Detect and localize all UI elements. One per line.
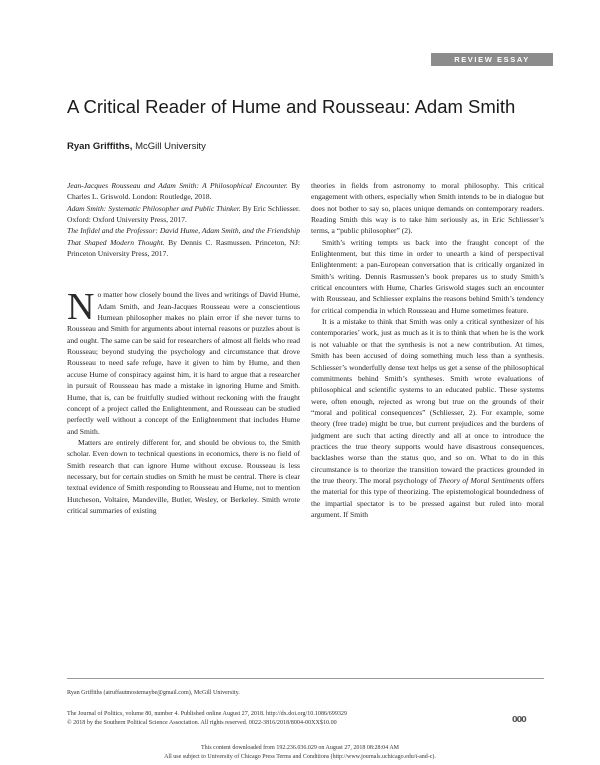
body-paragraph: theories in fields from astronomy to moral philosophy. This critical engagement with others, especially when Smith intends to be in dialogue but does not bother to say so, places unique demands on contemporary readers. Reading Smith this way is to take him seriously as, in Eric Schliesser’s terms, a “public philosopher” (2).: [311, 181, 544, 236]
body-paragraph: [67, 286, 300, 436]
reviewed-book-3: [67, 225, 300, 259]
author-contact: Ryan Griffiths (atruffautmostemaybe@gmail.com), McGill University.: [67, 690, 240, 696]
spacer: [67, 259, 300, 289]
book-title: The Infidel and the Professor: David Hume, Adam Smith, and the Friendship That Shaped Modern Thought.: [67, 226, 300, 247]
body-paragraph: Smith’s writing tempts us back into the fraught concept of the Enlightenment, but this time in order to unearth a kind of perspectival Enlightenment: a pan-European conversation that is critically organized in Smith’s writing. Dennis Rasmussen’s book prepares us to study Smith’s critical encounters with Hume, Charles Griswold stages such an encounter with Rousseau, and Schliesser explains the reasons behind Smith’s tendency for critical compendia in which Rousseau and Hume sometimes feature.: [311, 237, 544, 315]
right-column: [311, 180, 544, 520]
reviewed-book-1: [67, 180, 300, 203]
reviewed-book-2: [67, 203, 300, 226]
book-details: By Charles L. Griswold. London: Routledge, 2018.: [67, 181, 300, 202]
paragraph-text: offers the material for this type of theorizing. The epistemological boundedness of the impartial spectator is to be pressed against but ruled into moral argument. If Smith: [311, 475, 545, 519]
paragraph-text: o matter how closely bound the lives and writings of David Hume, Adam Smith, and Jean-Jacques Rousseau were a conscientious Humean philosopher makes no plain error if she never turns to Rousseau and Smith for arguments about internal reasons or puzzles about is and ought. The same can be said for researchers of almost all fields who read Rousseau; beyond studying the psychology and circumstance that drove Rousseau to need safe refuge, have it given to him by Hume, and then accuse Hume of conspiracy against him, it is hard to argue that a researcher in pursuit of Rousseau has made a mistake in ignoring Hume and Smith. Hume, that is, can be fruitfully studied without reckoning with the fraught concept of a project called the Enlightenment, and Rousseau can be studied perfectly well without a concept of the Enlightenment that includes Hume and Smith.: [67, 290, 300, 436]
book-details: By Dennis C. Rasmussen. Princeton, NJ: Princeton University Press, 2017.: [67, 237, 300, 259]
download-notice: This content downloaded from 192.236.036.029 on August 27, 2018 08:28:04 AM: [201, 745, 399, 751]
author-affiliation: McGill University: [135, 141, 206, 152]
footnote-divider: [67, 678, 544, 679]
journal-citation: The Journal of Politics, volume 80, number 4. Published online August 27, 2018. http://dx.doi.org/10.1086/699329: [67, 711, 348, 717]
paragraph-text: It is a mistake to think that Smith was only a critical synthesizer of his contemporaries’ work, just as much as it is to think that when he is the work is not valuable or that the synthesis is not a new contribution. At times, Smith has been accused of doing something much less than a synthesis. Schliesser’s wonderfully dense text helps us get a sense of the philosophical commitments behind Smith’s syntheses. Smith wrote evaluations of philosophical and scientific systems to an educated public. These systems were, often enough, rejected as wrong but true on the grounds of their “moral and political consequences” (Schliesser, 2). For example, some theory (free trade) might be true, but current prejudices and the burdens of judgment are such that acting directly and all at once to introduce the practices the true theory supports would have disastrous consequences, backlashes worse than the status quo, and so on. What to do in this circumstance is to theorize the transition toward the practices grounded in the true theory. The moral psychology of: [311, 317, 544, 485]
terms-notice: All use subject to University of Chicago Press Terms and Conditions (http://www.journals.uchicago.edu/t-and-c).: [164, 754, 436, 760]
book-details: By Eric Schliesser. Oxford: Oxford University Press, 2017.: [67, 203, 300, 225]
left-column: [67, 180, 300, 516]
author-name: Ryan Griffiths,: [67, 141, 133, 152]
review-essay-badge: REVIEW ESSAY: [431, 53, 553, 66]
page-number: 000: [512, 715, 526, 724]
body-paragraph: Matters are entirely different for, and should be obvious to, the Smith scholar. Even down to technical questions in economics, there is no field of Smith research that can ignore Hume without excuse. Rousseau is less necessary, but for certain studies on Smith he must be central. There is clear textual evidence of Smith responding to Rousseau and Hume, not to mention Hutcheson, Voltaire, Mandeville, Butler, Wesley, or Berkeley. Smith wrote critical summaries of existing: [67, 437, 300, 515]
book-title: Adam Smith: Systematic Philosopher and Public Thinker.: [67, 203, 241, 213]
author-line: [67, 141, 367, 152]
drop-cap: N: [67, 286, 95, 329]
copyright-line: © 2018 by the Southern Political Science Association. All rights reserved. 0022-3816/2018/8004-00XX$10.00: [67, 720, 337, 726]
article-title: A Critical Reader of Hume and Rousseau: Adam Smith: [67, 96, 516, 117]
book-title: Jean-Jacques Rousseau and Adam Smith: A Philosophical Encounter.: [67, 181, 288, 190]
book-reference: Theory of Moral Sentiments: [438, 475, 525, 485]
body-paragraph: [311, 316, 544, 520]
